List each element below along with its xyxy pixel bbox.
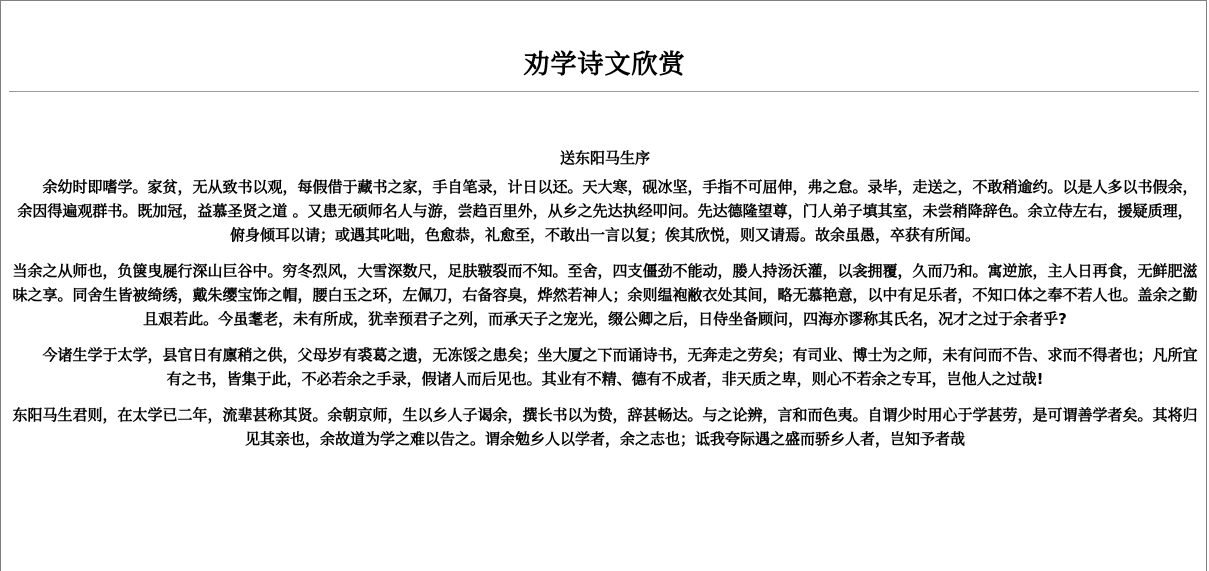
horizontal-rule xyxy=(9,91,1199,92)
essay-paragraph-1: 余幼时即嗜学。家贫，无从致书以观，每假借于藏书之家，手自笔录，计日以还。天大寒，砚冰坚，手指不可屈伸，弗之怠。录毕，走送之，不敢稍逾约。以是人多以书假余，余因得遍观群书。既加冠，益慕圣贤之道 。又患无硕师名人与游，尝趋百里外，从乡之先达执经叩问。先达德隆望尊，门人弟子填其室，未尝稍降辞色。余立侍左右，援疑质理，俯身倾耳以请；或遇其叱咄，色愈恭，礼愈至，不敢出一言以复；俟其欣悦，则又请焉。故余虽愚，卒获有所闻。 xyxy=(17,178,1198,244)
essay-paragraph-2: 当余之从师也，负箧曳屣行深山巨谷中。穷冬烈风，大雪深数尺，足肤皲裂而不知。至舍，四支僵劲不能动，媵人持汤沃灌，以衾拥覆，久而乃和。寓逆旅，主人日再食，无鲜肥滋味之享。同舍生皆被绮绣，戴朱缨宝饰之帽，腰白玉之环，左佩刀，右备容臭，烨然若神人；余则缊袍敝衣处其间，略无慕艳意，以中有足乐者，不知口体之奉不若人也。盖余之勤且艰若此。今虽耄老，未有所成，犹幸预君子之列，而承天子之宠光，缀公卿之后，日侍坐备顾问，四海亦谬称其氏名，况才之过于余者乎? xyxy=(12,262,1198,328)
page-title: 劝学诗文欣赏 xyxy=(523,50,686,81)
essay-paragraph-3: 今诸生学于太学，县官日有廪稍之供，父母岁有裘葛之遗，无冻馁之患矣；坐大厦之下而诵诗书，无奔走之劳矣；有司业、博士为之师，未有问而不告、求而不得者也；凡所宜有之书，皆集于此，不必若余之手录，假诸人而后见也。其业有不精、德有不成者，非天质之卑，则心不若余之专耳，岂他人之过哉! xyxy=(42,346,1198,388)
essay-paragraph-4: 东阳马生君则，在太学已二年，流辈甚称其贤。余朝京师，生以乡人子谒余，撰长书以为贽，辞甚畅达。与之论辨，言和而色夷。自谓少时用心于学甚劳，是可谓善学者矣。其将归见其亲也，余故道为学之难以告之。谓余勉乡人以学者，余之志也；诋我夸际遇之盛而骄乡人者，岂知予者哉 xyxy=(12,406,1198,448)
essay-title: 送东阳马生序 xyxy=(559,149,650,167)
essay-section xyxy=(10,146,1200,463)
